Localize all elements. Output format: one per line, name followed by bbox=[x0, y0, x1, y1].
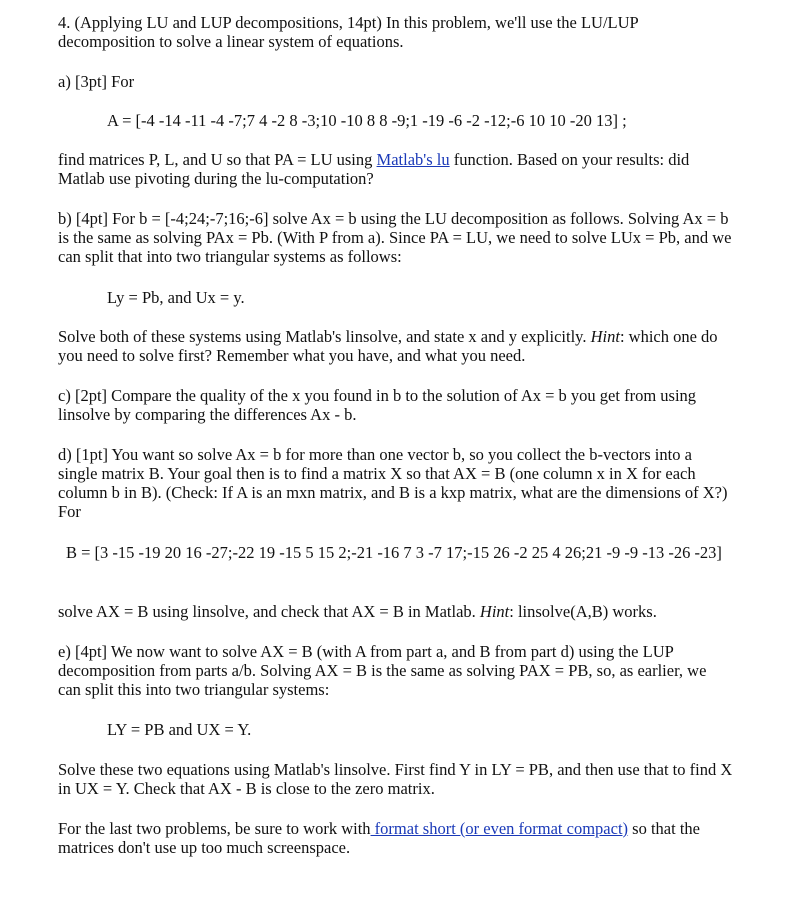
part-b-solve-text-2: : which one do you need to solve first? Remember what you have, and what you need. bbox=[58, 327, 718, 365]
part-b-equation: Ly = Pb, and Ux = y. bbox=[107, 288, 245, 307]
matrix-b-definition: B = [3 -15 -19 20 16 -27;-22 19 -15 5 15 2;-21 -16 7 3 -7 17;-15 26 -2 25 4 26;21 -9 -9 -13 -26 -23] bbox=[66, 543, 722, 562]
part-a-instructions bbox=[58, 150, 733, 188]
part-c-text: c) [2pt] Compare the quality of the x you found in b to the solution of Ax = b you get from using linsolve by comparing the differences Ax - b. bbox=[58, 386, 697, 424]
part-d-text: d) [1pt] You want so solve Ax = b for more than one vector b, so you collect the b-vectors into a single matrix B. Your goal then is to find a matrix X so that AX = B (one column x in X for each column b in B). (Check: If A is an mxn matrix, and B is a kxp matrix, what are the dimensions of X?) For bbox=[58, 445, 728, 521]
part-d-solve-text-1: solve AX = B using linsolve, and check that AX = B in Matlab. bbox=[58, 602, 480, 621]
part-b-solve-text-1: Solve both of these systems using Matlab's linsolve, and state x and y explicitly. bbox=[58, 327, 591, 346]
part-d-hint-label: Hint bbox=[479, 602, 510, 621]
format-short-link[interactable]: format short (or even format compact) bbox=[370, 819, 629, 838]
part-a-text-2: function. Based on your results: did Matlab use pivoting during the lu-computation? bbox=[58, 150, 690, 188]
part-e-solve-text: Solve these two equations using Matlab's linsolve. First find Y in LY = PB, and then use that to find X in UX = Y. Check that AX - B is close to the zero matrix. bbox=[58, 760, 733, 798]
part-b-hint-label: Hint bbox=[590, 327, 620, 346]
closing-text-2: so that the matrices don't use up too much screenspace. bbox=[58, 819, 700, 857]
part-e-text: e) [4pt] We now want to solve AX = B (with A from part a, and B from part d) using the LUP decomposition from parts a/b. Solving AX = B is the same as solving PAX = PB, so, as earlier, we can split this into two triangular systems: bbox=[58, 642, 707, 699]
closing-text-1: For the last two problems, be sure to work with bbox=[58, 819, 371, 838]
part-a-label: a) [3pt] For bbox=[58, 72, 135, 91]
closing-note bbox=[58, 819, 733, 857]
part-b-text: b) [4pt] For b = [-4;24;-7;16;-6] solve Ax = b using the LU decomposition as follows. Solving Ax = b is the same as solving PAx = Pb. (With P from a). Since PA = LU, we need to solve LUx = Pb, and we can split that into two triangular systems as follows: bbox=[58, 209, 732, 266]
part-a-text-1: find matrices P, L, and U so that PA = LU using bbox=[58, 150, 377, 169]
matlab-lu-link[interactable]: Matlab's lu bbox=[376, 150, 450, 169]
part-e-equation: LY = PB and UX = Y. bbox=[107, 720, 252, 739]
matrix-a-definition: A = [-4 -14 -11 -4 -7;7 4 -2 8 -3;10 -10 8 8 -9;1 -19 -6 -2 -12;-6 10 10 -20 13] ; bbox=[107, 111, 627, 130]
problem-header: 4. (Applying LU and LUP decompositions, 14pt) In this problem, we'll use the LU/LUP decomposition to solve a linear system of equations. bbox=[58, 13, 639, 51]
part-d-solve-instructions bbox=[58, 602, 733, 621]
part-d-solve-text-2: : linsolve(A,B) works. bbox=[509, 602, 657, 621]
part-b-solve-instructions bbox=[58, 327, 733, 365]
